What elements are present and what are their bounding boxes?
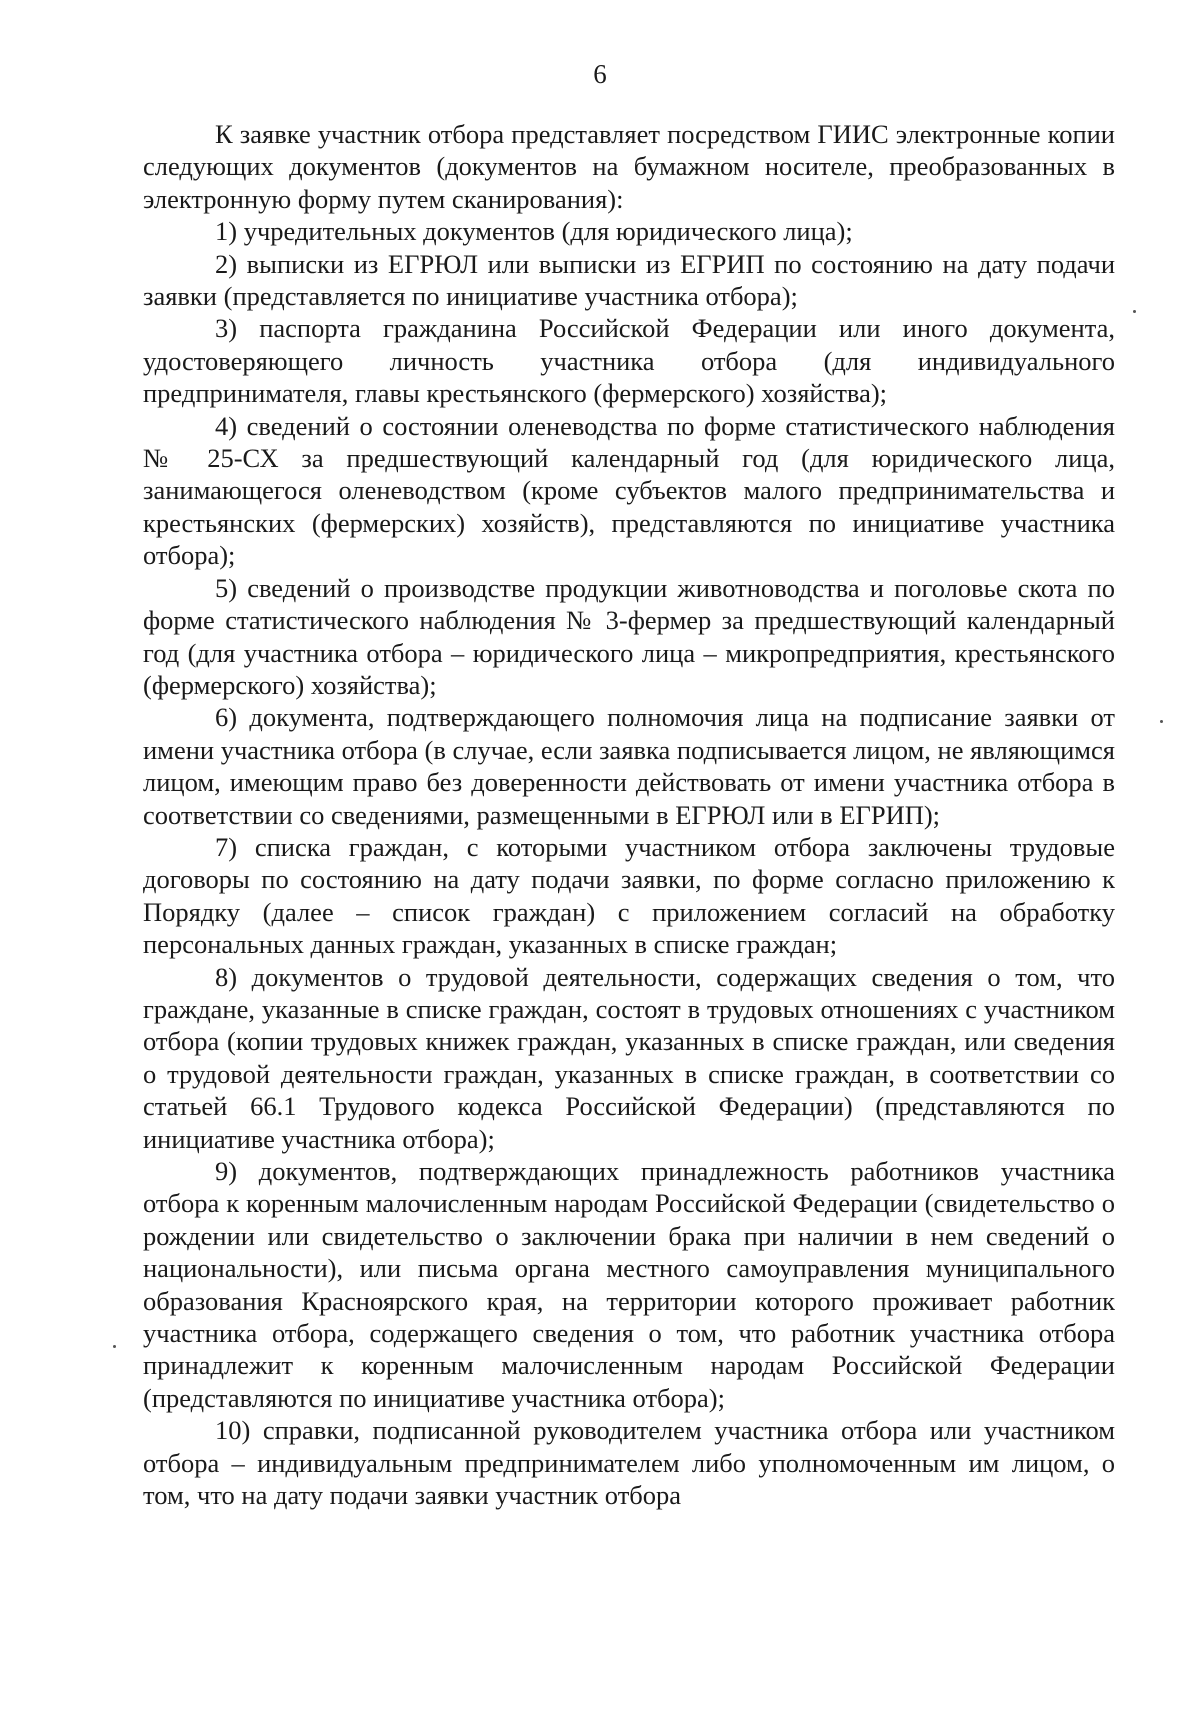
list-item-10: 10) справки, подписанной руководителем участника отбора или участником отбора – индивидуальным предпринимателем либо уполномоченным им лицом, о том, что на дату подачи заявки участник отбора [143,1415,1115,1511]
list-item-1: 1) учредительных документов (для юридического лица); [215,216,853,247]
list-item-4: 4) сведений о состоянии оленеводства по форме статистического наблюдения № 25-СХ за предшествующий календарный год (для юридического лица, занимающегося оленеводством (кроме субъектов малого предпринимательства и крестьянских (фермерских) хозяйств), представляются по инициативе участника отбора); [143,410,1115,571]
list-item-9: 9) документов, подтверждающих принадлежность работников участника отбора к коренным малочисленным народам Российской Федерации (свидетельство о рождении или свидетельство о заключении брака при наличии в нем сведений о национальности), или письма органа местного самоуправления муниципального образования Красноярского края, на территории которого проживает работник участника отбора, содержащего сведения о том, что работник участника отбора принадлежит к коренным малочисленным народам Российской Федерации (представляются по инициативе участника отбора); [143,1156,1115,1413]
list-item-8: 8) документов о трудовой деятельности, содержащих сведения о том, что граждане, указанные в списке граждан, состоят в трудовых отношениях с участником отбора (копии трудовых книжек граждан, указанных в списке граждан, или сведения о трудовой деятельности граждан, указанных в списке граждан, в соответствии со статьей 66.1 Трудового кодекса Российской Федерации) (представляются по инициативе участника отбора); [143,961,1115,1154]
list-item-7: 7) списка граждан, с которыми участником отбора заключены трудовые договоры по состоянию на дату подачи заявки, по форме согласно приложению к Порядку (далее – список граждан) с приложением согласий на обработку персональных данных граждан, указанных в списке граждан; [143,831,1115,960]
list-item-6: 6) документа, подтверждающего полномочия лица на подписание заявки от имени участника отбора (в случае, если заявка подписывается лицом, не являющимся лицом, имеющим право без доверенности действовать от имени участника отбора в соответствии со сведениями, размещенными в ЕГРЮЛ или в ЕГРИП); [143,702,1115,830]
document-body [143,118,1115,1511]
list-item-2: 2) выписки из ЕГРЮЛ или выписки из ЕГРИП по состоянию на дату подачи заявки (представляется по инициативе участника отбора); [143,248,1115,312]
scan-speck [1160,720,1163,723]
list-item-5: 5) сведений о производстве продукции животноводства и поголовье скота по форме статистического наблюдения № 3-фермер за предшествующий календарный год (для участника отбора – юридического лица – микропредприятия, крестьянского (фермерского) хозяйства); [143,572,1115,700]
paragraph-intro: К заявке участник отбора представляет посредством ГИИС электронные копии следующих документов (документов на бумажном носителе, преобразованных в электронную форму путем сканирования): [143,119,1115,214]
scan-speck [1133,310,1136,313]
scan-speck [113,1345,116,1348]
list-item-3: 3) паспорта гражданина Российской Федерации или иного документа, удостоверяющего личность участника отбора (для индивидуального предпринимателя, главы крестьянского (фермерского) хозяйства); [143,313,1115,409]
page-number: 6 [593,59,607,89]
